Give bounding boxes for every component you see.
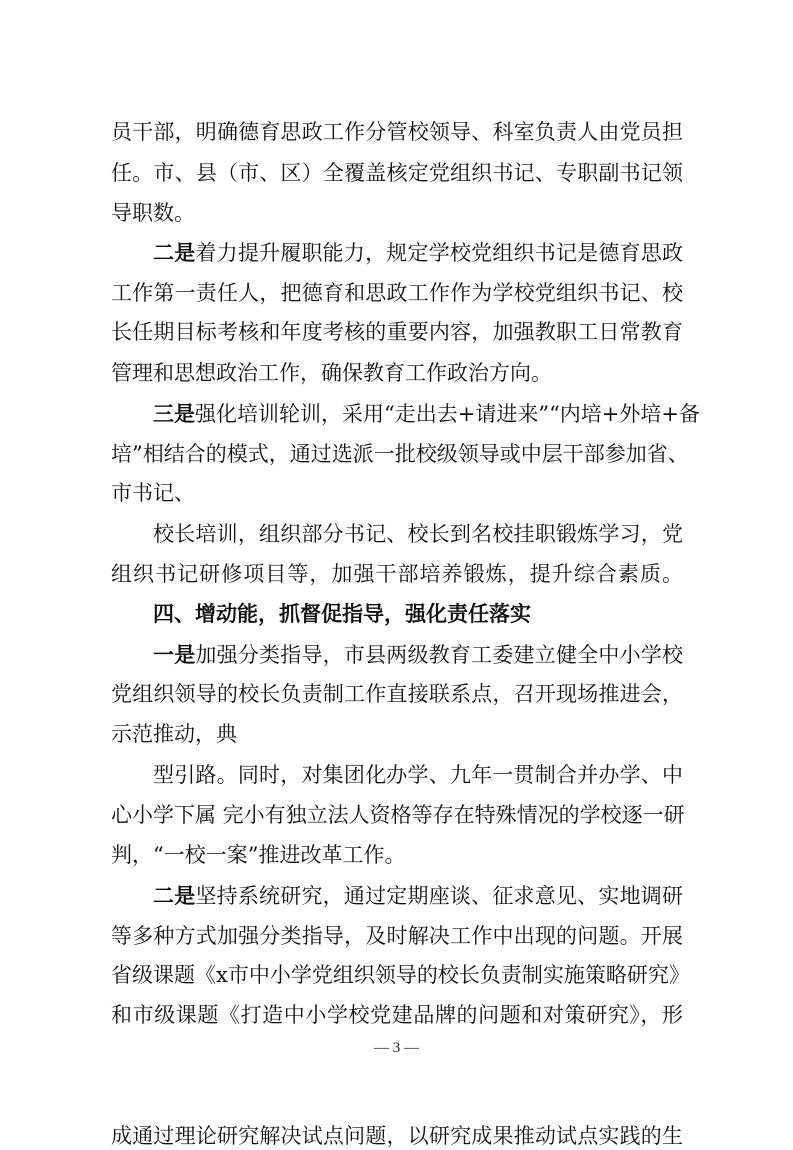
body-line: 导职数。: [111, 201, 195, 225]
paragraph-lead-line: [153, 641, 683, 669]
paragraph-lead-line: [153, 400, 700, 428]
body-line: 校长培训，组织部分书记、校长到名校挂职锻炼学习，党: [153, 522, 683, 546]
lead-text: 加强分类指导，市县两级教育工委建立健全中小学校: [195, 643, 684, 667]
lead-text: 坚持系统研究，通过定期座谈、征求意见、实地调研: [195, 884, 684, 908]
lead-text: 强化培训轮训，采用“走出去+请进来”“内培+外培+备: [195, 402, 700, 426]
body-line: 和市级课题《打造中小学校党建品牌的问题和对策研究》，形: [111, 1003, 683, 1027]
body-line: 判，“一校一案”推进改革工作。: [111, 843, 406, 867]
lead-keyword: 三是: [153, 401, 195, 426]
paragraph-lead-line: [153, 239, 683, 267]
section-heading: 四、增动能，抓督促指导，强化责任落实: [153, 602, 531, 626]
body-line: 等多种方式加强分类指导，及时解决工作中出现的问题。开展: [111, 924, 683, 948]
body-line: 成通过理论研究解决试点问题，以研究成果推动试点实践的生: [111, 1124, 683, 1148]
lead-keyword: 二是: [153, 883, 196, 908]
body-line: 长任期目标考核和年度考核的重要内容，加强教职工日常教育: [111, 320, 683, 344]
body-line: 示范推动，典: [111, 722, 237, 746]
body-line: 市书记、: [111, 481, 195, 505]
page-number: — 3 —: [374, 1040, 419, 1056]
lead-keyword: 一是: [153, 642, 196, 667]
body-line: 组织书记研修项目等，加强干部培养锻炼，提升综合素质。: [111, 562, 683, 586]
body-line: 工作第一责任人，把德育和思政工作作为学校党组织书记、校: [111, 281, 683, 305]
body-line: 管理和思想政治工作，确保教育工作政治方向。: [111, 361, 552, 385]
paragraph-lead-line: [153, 882, 683, 910]
lead-text: 着力提升履职能力，规定学校党组织书记是德育思政: [195, 241, 684, 265]
lead-keyword: 二是: [153, 240, 196, 265]
body-line: 培”相结合的模式，通过选派一批校级领导或中层干部参加省、: [111, 442, 689, 466]
body-line: 任。市、县（市、区）全覆盖核定党组织书记、专职副书记领: [111, 161, 683, 185]
body-line: 省级课题《x市中小学党组织领导的校长负责制实施策略研究》: [111, 963, 690, 987]
body-line: 党组织领导的校长负责制工作直接联系点，召开现场推进会，: [111, 682, 683, 706]
body-line: 型引路。同时，对集团化办学、九年一贯制合并办学、中: [153, 763, 683, 787]
body-line: 心小学下属 完小有独立法人资格等存在特殊情况的学校逐一研: [111, 803, 685, 827]
body-line: 员干部，明确德育思政工作分管校领导、科室负责人由党员担: [111, 120, 683, 144]
